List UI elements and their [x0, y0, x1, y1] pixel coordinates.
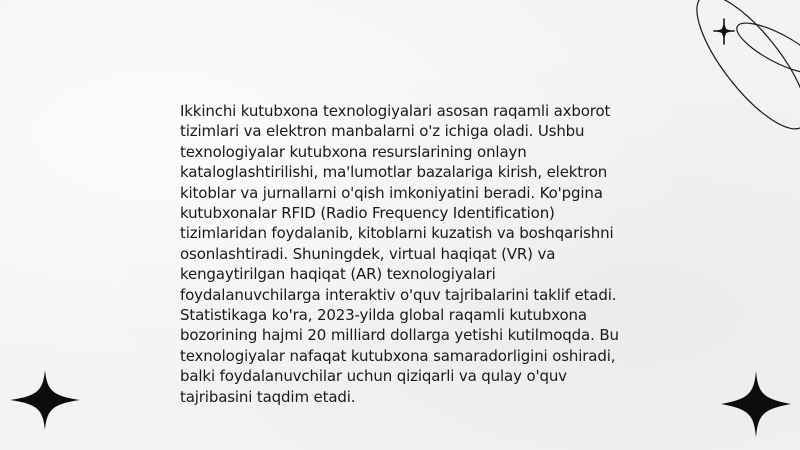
slide-paragraph: Ikkinchi kutubxona texnologiyalari asosan raqamli axborot tizimlari va elektron manbalarni o'z ichiga oladi. Ushbu texnologiyalar kutubxona resurslarining onlayn kataloglashtirilishi, ma'lumotlar bazalariga kirish, elektron kitoblar va jurnallarni o'qish imkoniyatini beradi. Ko'pgina kutubxonalar RFID (Radio Frequency Identification) tizimlaridan foydalanib, kitoblarni kuzatish va boshqarishni osonlashtiradi. Shuningdek, virtual haqiqat (VR) va kengaytirilgan haqiqat (AR) texnologiyalari foydalanuvchilarga interaktiv o'quv tajribalarini taklif etadi. Statistikaga ko'ra, 2023-yilda global raqamli kutubxona bozorining hajmi 20 milliard dollarga yetishi kutilmoqda. Bu texnologiyalar nafaqat kutubxona samaradorligini oshiradi, balki foydalanuvchilar uchun qiziqarli va qulay o'quv tajribasini taqdim etadi. [180, 102, 619, 406]
four-point-star-icon [721, 371, 791, 437]
orbit-sparkle-icon [660, 0, 800, 150]
four-point-star-icon [10, 370, 80, 430]
